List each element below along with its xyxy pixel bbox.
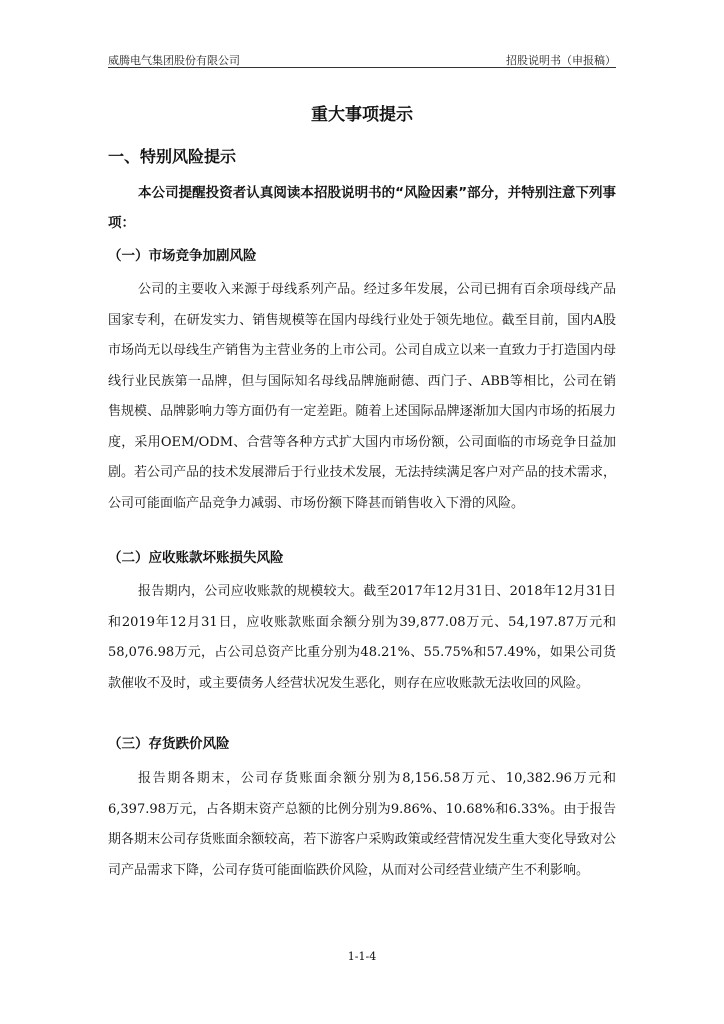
risk-text-receivables: 报告期内，公司应收账款的规模较大。截至2017年12月31日、2018年12月31日和2019年12月31日，应收账款账面余额分别为39,877.08万元、54,197.87万元和58,076.98万元，占公司总资产比重分别为48.21%、55.75%和57.49%，如果公司货款催收不及时，或主要债务人经营状况发生恶化，则存在应收账款无法收回的风险。 xyxy=(108,584,616,691)
page-number: 1-1-4 xyxy=(347,950,377,963)
risk-heading-inventory: （三）存货跌价风险 xyxy=(108,736,230,752)
section-heading: 一、特别风险提示 xyxy=(108,147,237,166)
risk-text-inventory: 报告期各期末，公司存货账面余额分别为8,156.58万元、10,382.96万元和6,397.98万元，占各期末资产总额的比例分别为9.86%、10.68%和6.33%。由于报告期各期末公司存货账面余额较高，若下游客户采购政策或经营情况发生重大变化导致对公司产品需求下降，公司存货可能面临跌价风险，从而对公司经营业绩产生不利影响。 xyxy=(108,771,616,878)
header-doc-type: 招股说明书（申报稿） xyxy=(506,54,616,67)
risk-heading-market: （一）市场竞争加剧风险 xyxy=(108,248,257,264)
header-rule xyxy=(108,67,616,68)
header-company: 威腾电气集团股份有限公司 xyxy=(108,54,240,67)
risk-text-market: 公司的主要收入来源于母线系列产品。经过多年发展，公司已拥有百余项母线产品国家专利，在研发实力、销售规模等在国内母线行业处于领先地位。截至目前，国内A股市场尚无以母线生产销售为主营业务的上市公司。公司自成立以来一直致力于打造国内母线行业民族第一品牌，但与国际知名母线品牌施耐德、西门子、ABB等相比，公司在销售规模、品牌影响力等方面仍有一定差距。随着上述国际品牌逐渐加大国内市场的拓展力度，采用OEM/ODM、合营等各种方式扩大国内市场份额，公司面临的市场竞争日益加剧。若公司产品的技术发展滞后于行业技术发展，无法持续满足客户对产品的技术需求，公司可能面临产品竞争力减弱、市场份额下降甚而销售收入下滑的风险。 xyxy=(108,282,616,511)
page-title: 重大事项提示 xyxy=(311,105,413,125)
section-intro: 本公司提醒投资者认真阅读本招股说明书的“风险因素”部分，并特别注意下列事项： xyxy=(108,185,616,231)
risk-heading-receivables: （二）应收账款坏账损失风险 xyxy=(108,550,284,566)
